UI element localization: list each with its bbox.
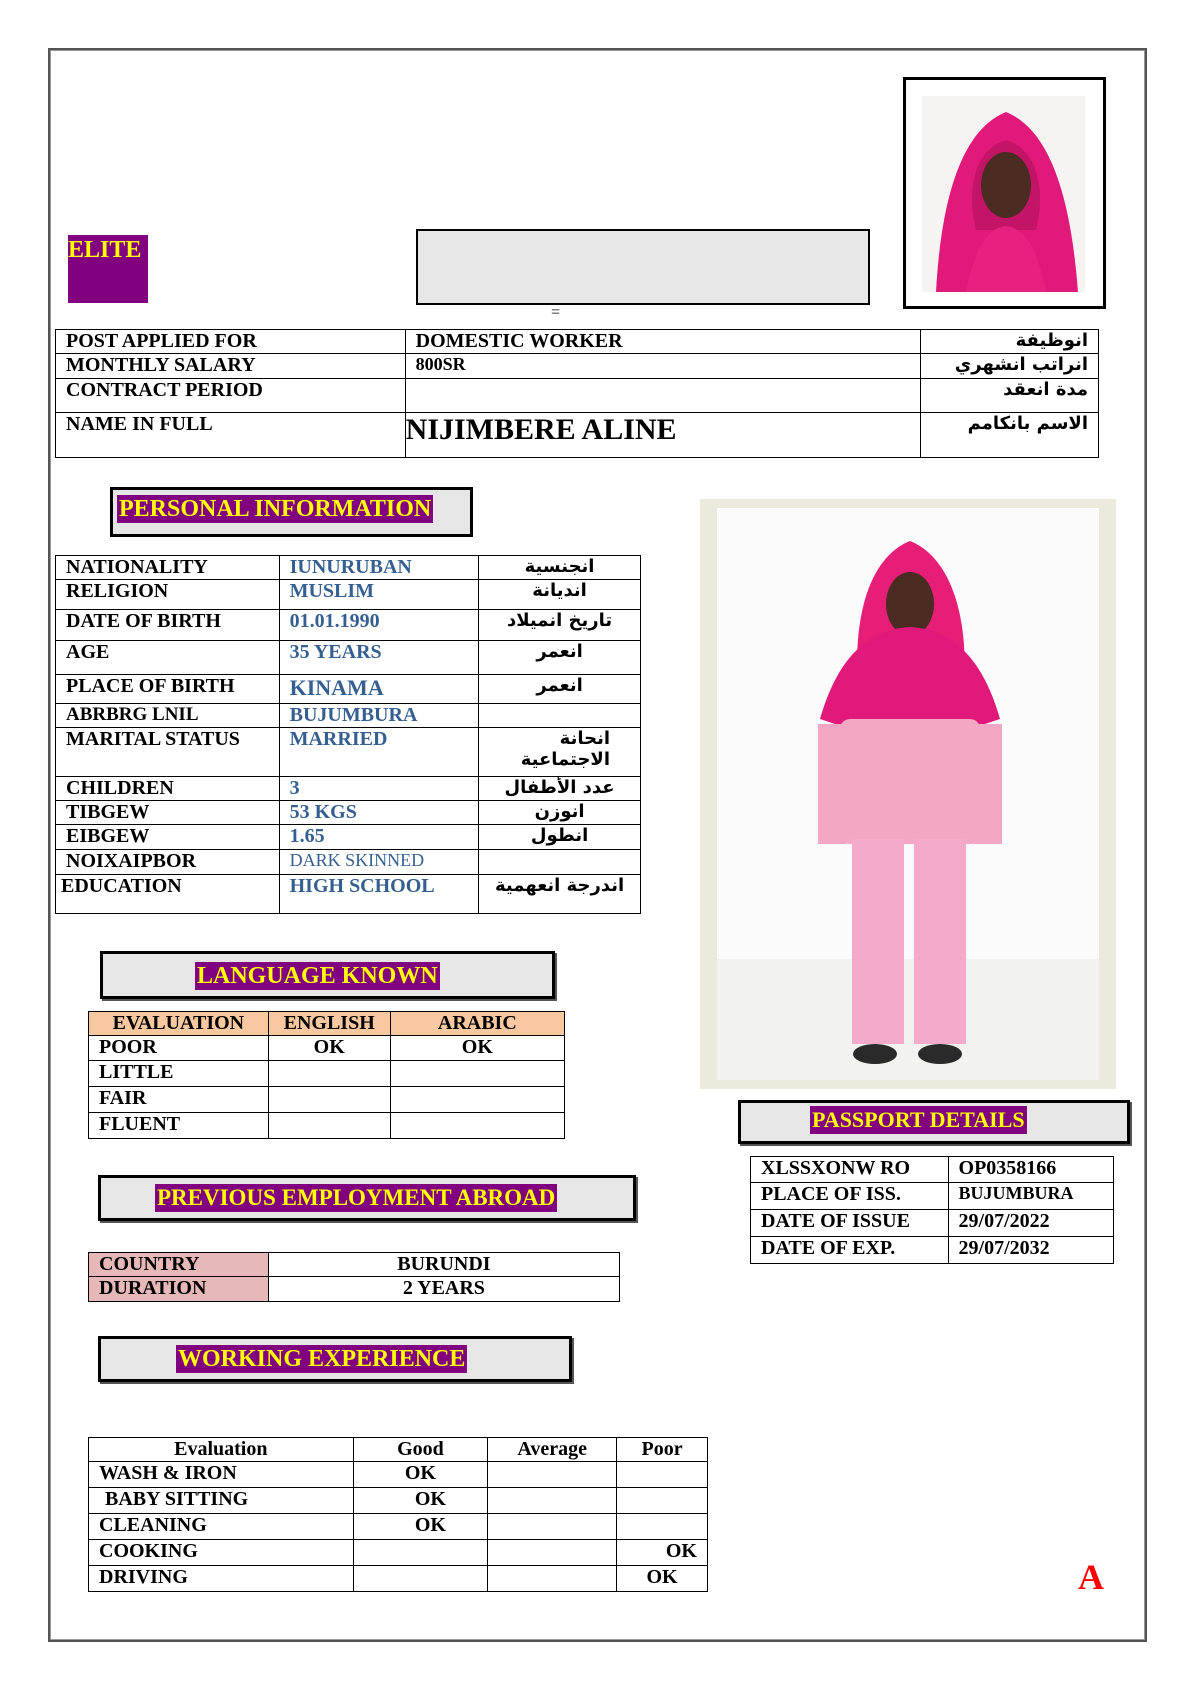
- skill-label: DRIVING: [89, 1566, 354, 1592]
- nationality-arabic: انجنسية: [479, 556, 641, 580]
- skill-poor: OK: [617, 1540, 708, 1566]
- religion-value: MUSLIM: [279, 580, 479, 610]
- lang-arabic-cell: [390, 1113, 564, 1139]
- passport-no-label: XLSSXONW RO: [751, 1157, 949, 1183]
- religion-label: RELIGION: [56, 580, 280, 610]
- marital-value: MARRIED: [279, 728, 479, 777]
- birthplace-label: PLACE OF BIRTH: [56, 675, 280, 704]
- lang-arabic-cell: [390, 1087, 564, 1113]
- contract-value: [405, 379, 920, 413]
- agency-label: ELITE: [68, 235, 148, 303]
- religion-arabic: انديانة: [479, 580, 641, 610]
- salary-arabic: انراتب انشهري: [921, 354, 1099, 379]
- weight-arabic: انوزن: [479, 801, 641, 825]
- skill-label: CLEANING: [89, 1514, 354, 1540]
- skill-label: BABY SITTING: [89, 1488, 354, 1514]
- name-label: NAME IN FULL: [56, 413, 406, 458]
- height-value: 1.65: [279, 825, 479, 850]
- education-arabic: اندرجة انعهمية: [479, 875, 641, 914]
- birthplace-value: KINAMA: [279, 675, 479, 704]
- expiry-date-label: DATE OF EXP.: [751, 1237, 949, 1264]
- dob-arabic: تاريخ انميلاد: [479, 610, 641, 641]
- separator-mark: =: [551, 304, 561, 321]
- dob-value: 01.01.1990: [279, 610, 479, 641]
- skill-good: [353, 1540, 488, 1566]
- country-value: BURUNDI: [268, 1253, 619, 1277]
- previous-employment-table: [88, 1252, 620, 1302]
- children-value: 3: [279, 777, 479, 801]
- education-value: HIGH SCHOOL: [279, 875, 479, 914]
- personal-info-table: [55, 555, 641, 914]
- issue-place-value: BUJUMBURA: [948, 1183, 1113, 1210]
- skill-average: [488, 1462, 617, 1488]
- dob-label: DATE OF BIRTH: [56, 610, 280, 641]
- lang-row-label: FLUENT: [89, 1113, 269, 1139]
- work-header-good: Good: [353, 1438, 488, 1462]
- lang-row-label: POOR: [89, 1036, 269, 1061]
- passport-header-title: PASSPORT DETAILS: [812, 1107, 1025, 1132]
- age-arabic: انعمر: [479, 641, 641, 675]
- education-label: EDUCATION: [56, 875, 280, 914]
- height-arabic: انطول: [479, 825, 641, 850]
- lang-header-english: ENGLISH: [268, 1012, 390, 1036]
- post-arabic: انوظيفة: [921, 330, 1099, 354]
- marital-label: MARITAL STATUS: [56, 728, 280, 777]
- height-label: EIBGEW: [56, 825, 280, 850]
- name-value: NIJIMBERE ALINE: [405, 413, 920, 458]
- lang-arabic-cell: OK: [390, 1036, 564, 1061]
- skill-average: [488, 1540, 617, 1566]
- city-arabic: [479, 704, 641, 728]
- birthplace-arabic: انعمر: [479, 675, 641, 704]
- post-value: DOMESTIC WORKER: [405, 330, 920, 354]
- lang-english-cell: OK: [268, 1036, 390, 1061]
- salary-label: MONTHLY SALARY: [56, 354, 406, 379]
- complexion-label: NOIXAIPBOR: [56, 850, 280, 875]
- complexion-arabic: [479, 850, 641, 875]
- city-value: BUJUMBURA: [279, 704, 479, 728]
- work-header-poor: Poor: [617, 1438, 708, 1462]
- top-info-table: [55, 329, 1099, 458]
- redacted-box: [416, 229, 870, 305]
- lang-english-cell: [268, 1113, 390, 1139]
- work-header-average: Average: [488, 1438, 617, 1462]
- weight-label: TIBGEW: [56, 801, 280, 825]
- full-body-photo: [700, 499, 1116, 1089]
- corner-letter: A: [1078, 1557, 1104, 1597]
- lang-arabic-cell: [390, 1061, 564, 1087]
- skill-label: WASH & IRON: [89, 1462, 354, 1488]
- skill-good: OK: [353, 1488, 488, 1514]
- issue-date-label: DATE OF ISSUE: [751, 1210, 949, 1237]
- lang-row-label: FAIR: [89, 1087, 269, 1113]
- lang-english-cell: [268, 1061, 390, 1087]
- skill-label: COOKING: [89, 1540, 354, 1566]
- lang-english-cell: [268, 1087, 390, 1113]
- skill-good: OK: [353, 1462, 488, 1488]
- age-label: AGE: [56, 641, 280, 675]
- skill-good: OK: [353, 1514, 488, 1540]
- skill-average: [488, 1566, 617, 1592]
- children-label: CHILDREN: [56, 777, 280, 801]
- working-experience-table: [88, 1437, 708, 1592]
- duration-label: DURATION: [89, 1277, 269, 1302]
- skill-average: [488, 1488, 617, 1514]
- children-arabic: عدد الأطفال: [479, 777, 641, 801]
- country-label: COUNTRY: [89, 1253, 269, 1277]
- complexion-value: DARK SKINNED: [279, 850, 479, 875]
- skill-poor: OK: [617, 1566, 708, 1592]
- lang-header-evaluation: EVALUATION: [89, 1012, 269, 1036]
- personal-header-title: PERSONAL INFORMATION: [119, 496, 432, 522]
- expiry-date-value: 29/07/2032: [948, 1237, 1113, 1264]
- post-label: POST APPLIED FOR: [56, 330, 406, 354]
- skill-poor: [617, 1462, 708, 1488]
- name-arabic: الاسم بانكامم: [921, 413, 1099, 458]
- lang-row-label: LITTLE: [89, 1061, 269, 1087]
- passport-no-value: OP0358166: [948, 1157, 1113, 1183]
- issue-date-value: 29/07/2022: [948, 1210, 1113, 1237]
- skill-poor: [617, 1488, 708, 1514]
- weight-value: 53 KGS: [279, 801, 479, 825]
- skill-average: [488, 1514, 617, 1540]
- language-table: [88, 1011, 565, 1139]
- issue-place-label: PLACE OF ISS.: [751, 1183, 949, 1210]
- contract-arabic: مدة انعقد: [921, 379, 1099, 413]
- salary-value: 800SR: [405, 354, 920, 379]
- duration-value: 2 YEARS: [268, 1277, 619, 1302]
- working-header-title: WORKING EXPERIENCE: [178, 1346, 466, 1372]
- passport-table: [750, 1156, 1114, 1264]
- language-header-title: LANGUAGE KNOWN: [197, 963, 438, 989]
- previous-header-title: PREVIOUS EMPLOYMENT ABROAD: [157, 1185, 556, 1210]
- work-header-evaluation: Evaluation: [89, 1438, 354, 1462]
- skill-poor: [617, 1514, 708, 1540]
- skill-good: [353, 1566, 488, 1592]
- portrait-photo: [903, 77, 1106, 309]
- age-value: 35 YEARS: [279, 641, 479, 675]
- city-label: ABRBRG LNIL: [56, 704, 280, 728]
- contract-label: CONTRACT PERIOD: [56, 379, 406, 413]
- marital-arabic: انحانة الاجتماعية: [479, 728, 641, 777]
- nationality-value: IUNURUBAN: [279, 556, 479, 580]
- lang-header-arabic: ARABIC: [390, 1012, 564, 1036]
- nationality-label: NATIONALITY: [56, 556, 280, 580]
